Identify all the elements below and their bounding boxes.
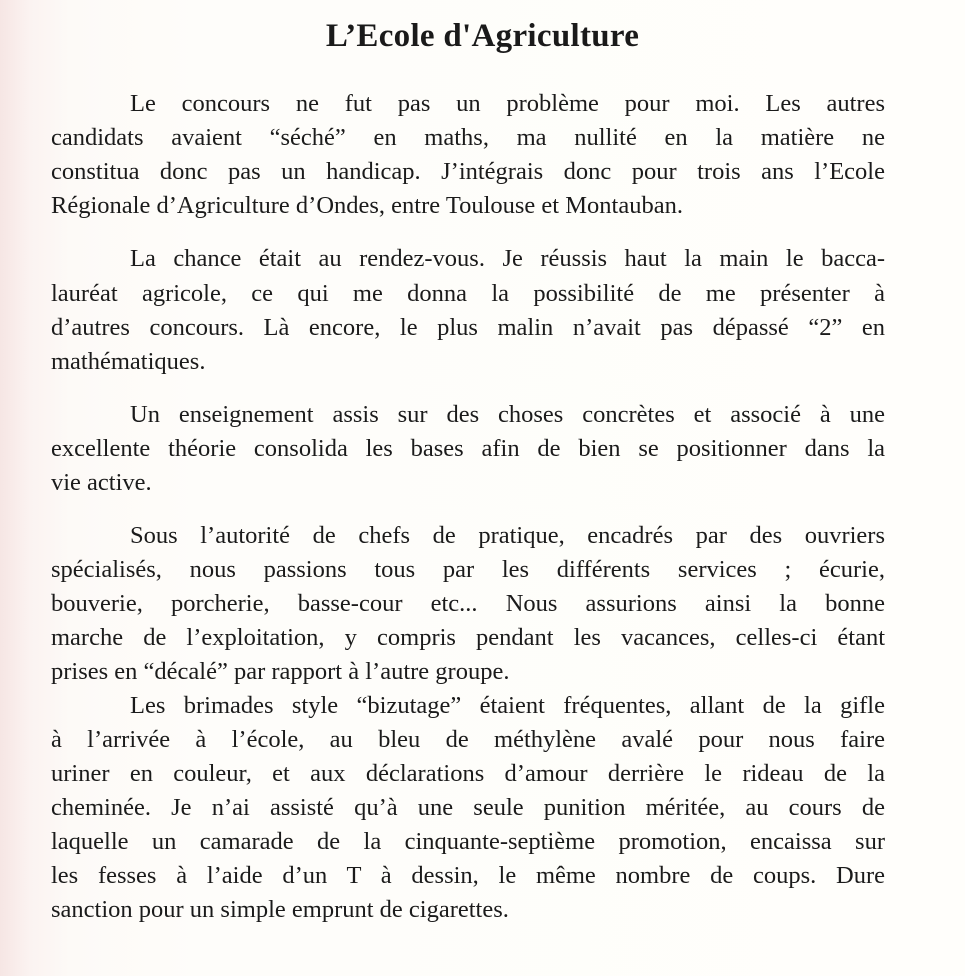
text-line: sanction pour un simple emprunt de cigarettes. bbox=[51, 896, 509, 923]
page-title: L’Ecole d'Agriculture bbox=[325, 18, 640, 54]
text-line: marche de l’exploitation, y compris pendant les vacances, celles-ci étant bbox=[51, 624, 885, 651]
text-line: cheminée. Je n’ai assisté qu’à une seule punition méritée, au cours de bbox=[51, 794, 885, 821]
text-line: spécialisés, nous passions tous par les différents services ; écurie, bbox=[51, 556, 885, 583]
text-line: Sous l’autorité de chefs de pratique, encadrés par des ouvriers bbox=[130, 522, 885, 549]
text-line: Les brimades style “bizutage” étaient fréquentes, allant de la gifle bbox=[130, 692, 885, 719]
text-line: d’autres concours. Là encore, le plus malin n’avait pas dépassé “2” en bbox=[51, 314, 885, 341]
text-line: bouverie, porcherie, basse-cour etc... Nous assurions ainsi la bonne bbox=[51, 590, 885, 617]
text-line: Régionale d’Agriculture d’Ondes, entre Toulouse et Montauban. bbox=[51, 192, 683, 219]
text-line: Le concours ne fut pas un problème pour moi. Les autres bbox=[130, 90, 885, 117]
text-line: les fesses à l’aide d’un T à dessin, le même nombre de coups. Dure bbox=[51, 862, 885, 889]
text-line: à l’arrivée à l’école, au bleu de méthylène avalé pour nous faire bbox=[51, 726, 885, 753]
text-line: La chance était au rendez-vous. Je réussis haut la main le bacca- bbox=[130, 245, 885, 272]
text-line: vie active. bbox=[51, 469, 152, 496]
text-line: uriner en couleur, et aux déclarations d’amour derrière le rideau de la bbox=[51, 760, 885, 787]
text-line: Un enseignement assis sur des choses concrètes et associé à une bbox=[130, 401, 885, 428]
text-line: laquelle un camarade de la cinquante-septième promotion, encaissa sur bbox=[51, 828, 885, 855]
text-line: constitua donc pas un handicap. J’intégrais donc pour trois ans l’Ecole bbox=[51, 158, 885, 185]
text-line: mathématiques. bbox=[51, 348, 206, 375]
text-line: prises en “décalé” par rapport à l’autre groupe. bbox=[51, 658, 510, 685]
text-line: excellente théorie consolida les bases afin de bien se positionner dans la bbox=[51, 435, 885, 462]
text-line: candidats avaient “séché” en maths, ma nullité en la matière ne bbox=[51, 124, 885, 151]
text-line: lauréat agricole, ce qui me donna la possibilité de me présenter à bbox=[51, 280, 885, 307]
